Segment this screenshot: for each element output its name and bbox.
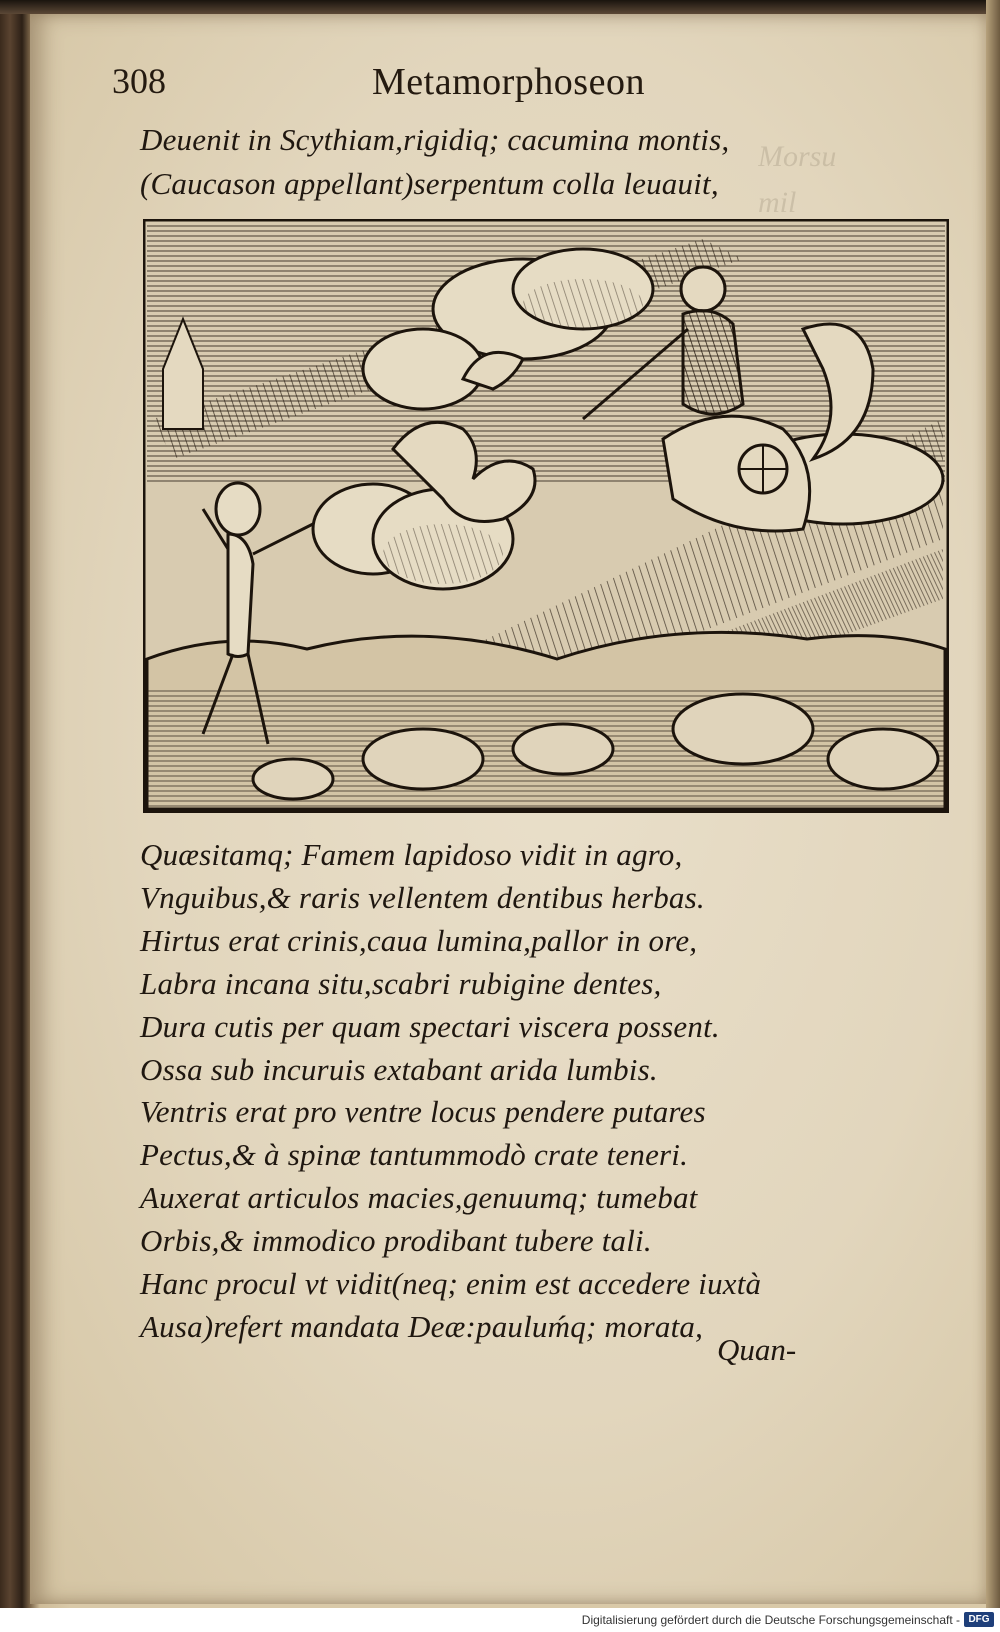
verse-line: Orbis,& immodico prodibant tubere tali. [140, 1223, 652, 1259]
verse-line: Dura cutis per quam spectari viscera possent. [140, 1008, 720, 1044]
running-head: Metamorphoseon [372, 61, 645, 103]
verse-line: Deuenit in Scythiam,rigidiq; cacumina montis, [140, 122, 730, 157]
verse-block-top [140, 118, 729, 206]
page-number: 308 [112, 61, 166, 101]
catchword: Quan- [717, 1332, 797, 1367]
verse-line: Quæsitamq; Famem lapidoso vidit in agro, [140, 837, 683, 872]
verse-line: Pectus,& à spinæ tantummodò crate teneri. [140, 1137, 689, 1173]
verse-line: Hanc procul vt vidit(neq; enim est accedere iuxtà [140, 1266, 762, 1302]
dfg-logo-icon: DFG [964, 1612, 994, 1627]
verse-block-bottom [140, 834, 761, 1349]
verse-line: Ausa)refert mandata Deæ:pauluḿq; morata, [140, 1308, 704, 1344]
verse-line: Ossa sub incuruis extabant arida lumbis. [140, 1051, 658, 1087]
book-top-shadow [0, 0, 1000, 14]
verse-line: Hirtus erat crinis,caua lumina,pallor in ore, [140, 922, 698, 958]
footer-credit: Digitalisierung gefördert durch die Deutsche Forschungsgemeinschaft - [581, 1613, 960, 1627]
verse-line: Vnguibus,& raris vellentem dentibus herbas. [140, 879, 705, 915]
show-through-text: Morsu mil [758, 140, 837, 219]
verse-line: Ventris erat pro ventre locus pendere putares [140, 1094, 706, 1130]
verse-line: Labra incana situ,scabri rubigine dentes, [140, 965, 662, 1001]
woodcut-illustration [143, 219, 949, 813]
verse-line: (Caucason appellant)serpentum colla leuauit, [140, 166, 719, 201]
verse-line: Auxerat articulos macies,genuumq; tumebat [140, 1180, 698, 1216]
